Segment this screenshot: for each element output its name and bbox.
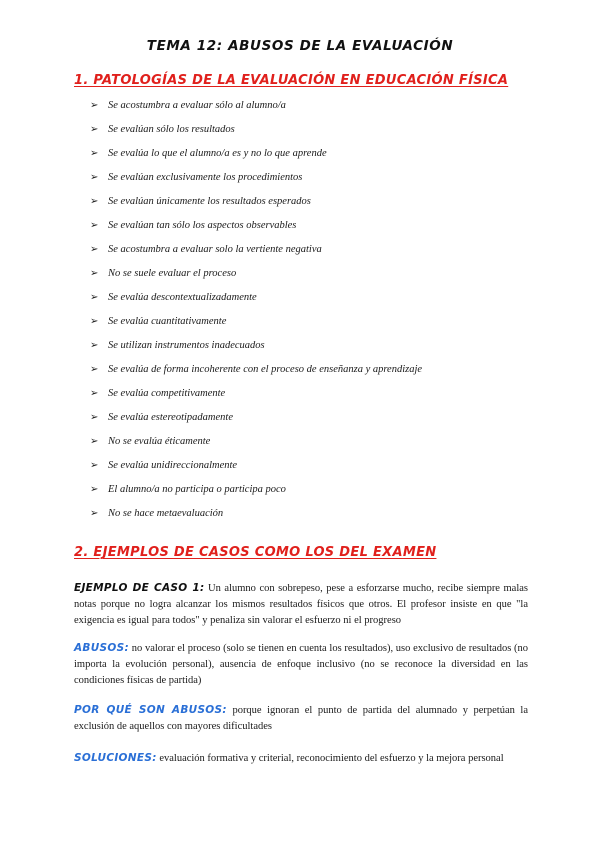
list-item: ➢ Se utilizan instrumentos inadecuados <box>90 338 265 354</box>
arrow-bullet-icon: ➢ <box>90 364 99 375</box>
list-item: ➢ Se evalúan tan sólo los aspectos observables <box>90 218 296 234</box>
soluciones-paragraph <box>74 750 528 767</box>
list-item: ➢ Se evalúa unidireccionalmente <box>90 458 237 474</box>
abusos-text: no valorar el proceso (solo se tienen en cuenta los resultados), uso exclusivo de resultados (no importa la evolución personal), ausencia de enfoque inclusivo (no se reconoce la diversidad en las condiciones físicas de partida) <box>74 643 529 686</box>
arrow-bullet-icon: ➢ <box>90 148 99 159</box>
list-item: ➢ No se hace metaevaluación <box>90 506 223 522</box>
list-item: ➢ Se acostumbra a evaluar solo la vertiente negativa <box>90 242 322 258</box>
list-item: ➢ No se evalúa éticamente <box>90 434 210 450</box>
abusos-label: ABUSOS: <box>74 642 130 654</box>
arrow-bullet-icon: ➢ <box>90 292 99 303</box>
porque-text: porque ignoran el punto de partida del alumnado y perpetúan la exclusión de aquellos con mayores dificultades <box>74 705 528 732</box>
arrow-bullet-icon: ➢ <box>90 508 99 519</box>
list-item: ➢ Se evalúa cuantitativamente <box>90 314 226 330</box>
document-title: TEMA 12: ABUSOS DE LA EVALUACIÓN <box>146 38 454 54</box>
arrow-bullet-icon: ➢ <box>90 100 99 111</box>
arrow-bullet-icon: ➢ <box>90 172 99 183</box>
list-item: ➢ El alumno/a no participa o participa poco <box>90 482 286 498</box>
arrow-bullet-icon: ➢ <box>90 268 99 279</box>
list-item: ➢ No se suele evaluar el proceso <box>90 266 236 282</box>
porque-label: POR QUÉ SON ABUSOS: <box>74 704 227 716</box>
list-item: ➢ Se evalúa lo que el alumno/a es y no lo que aprende <box>90 146 327 162</box>
arrow-bullet-icon: ➢ <box>90 244 99 255</box>
list-item: ➢ Se evalúan exclusivamente los procedimientos <box>90 170 302 186</box>
soluciones-label: SOLUCIONES: <box>74 752 157 764</box>
section-1-heading: 1. PATOLOGÍAS DE LA EVALUACIÓN EN EDUCACIÓN FÍSICA <box>74 73 509 88</box>
arrow-bullet-icon: ➢ <box>90 316 99 327</box>
arrow-bullet-icon: ➢ <box>90 196 99 207</box>
arrow-bullet-icon: ➢ <box>90 460 99 471</box>
list-item: ➢ Se acostumbra a evaluar sólo al alumno/a <box>90 98 286 114</box>
arrow-bullet-icon: ➢ <box>90 220 99 231</box>
list-item: ➢ Se evalúa descontextualizadamente <box>90 290 257 306</box>
case-paragraph <box>74 580 528 629</box>
list-item: ➢ Se evalúa competitivamente <box>90 386 225 402</box>
arrow-bullet-icon: ➢ <box>90 436 99 447</box>
list-item: ➢ Se evalúan únicamente los resultados esperados <box>90 194 311 210</box>
list-item: ➢ Se evalúa estereotipadamente <box>90 410 233 426</box>
porque-paragraph <box>74 702 528 735</box>
case-label: EJEMPLO DE CASO 1: <box>74 582 205 594</box>
arrow-bullet-icon: ➢ <box>90 412 99 423</box>
arrow-bullet-icon: ➢ <box>90 388 99 399</box>
arrow-bullet-icon: ➢ <box>90 340 99 351</box>
arrow-bullet-icon: ➢ <box>90 124 99 135</box>
list-item: ➢ Se evalúan sólo los resultados <box>90 122 235 138</box>
list-item: ➢ Se evalúa de forma incoherente con el proceso de enseñanza y aprendizaje <box>90 362 422 378</box>
section-2-heading: 2. EJEMPLOS DE CASOS COMO LOS DEL EXAMEN <box>74 545 437 560</box>
soluciones-text: evaluación formativa y criterial, reconocimiento del esfuerzo y la mejora personal <box>159 753 504 764</box>
case-text: Un alumno con sobrepeso, pese a esforzarse mucho, recibe siempre malas notas porque no logra alcanzar los mismos resultados físicos que otros. El profesor insiste en que "la exigencia es igual para todos" y penaliza sin valorar el esfuerzo ni el progreso <box>74 583 529 626</box>
arrow-bullet-icon: ➢ <box>90 484 99 495</box>
abusos-paragraph <box>74 640 528 689</box>
